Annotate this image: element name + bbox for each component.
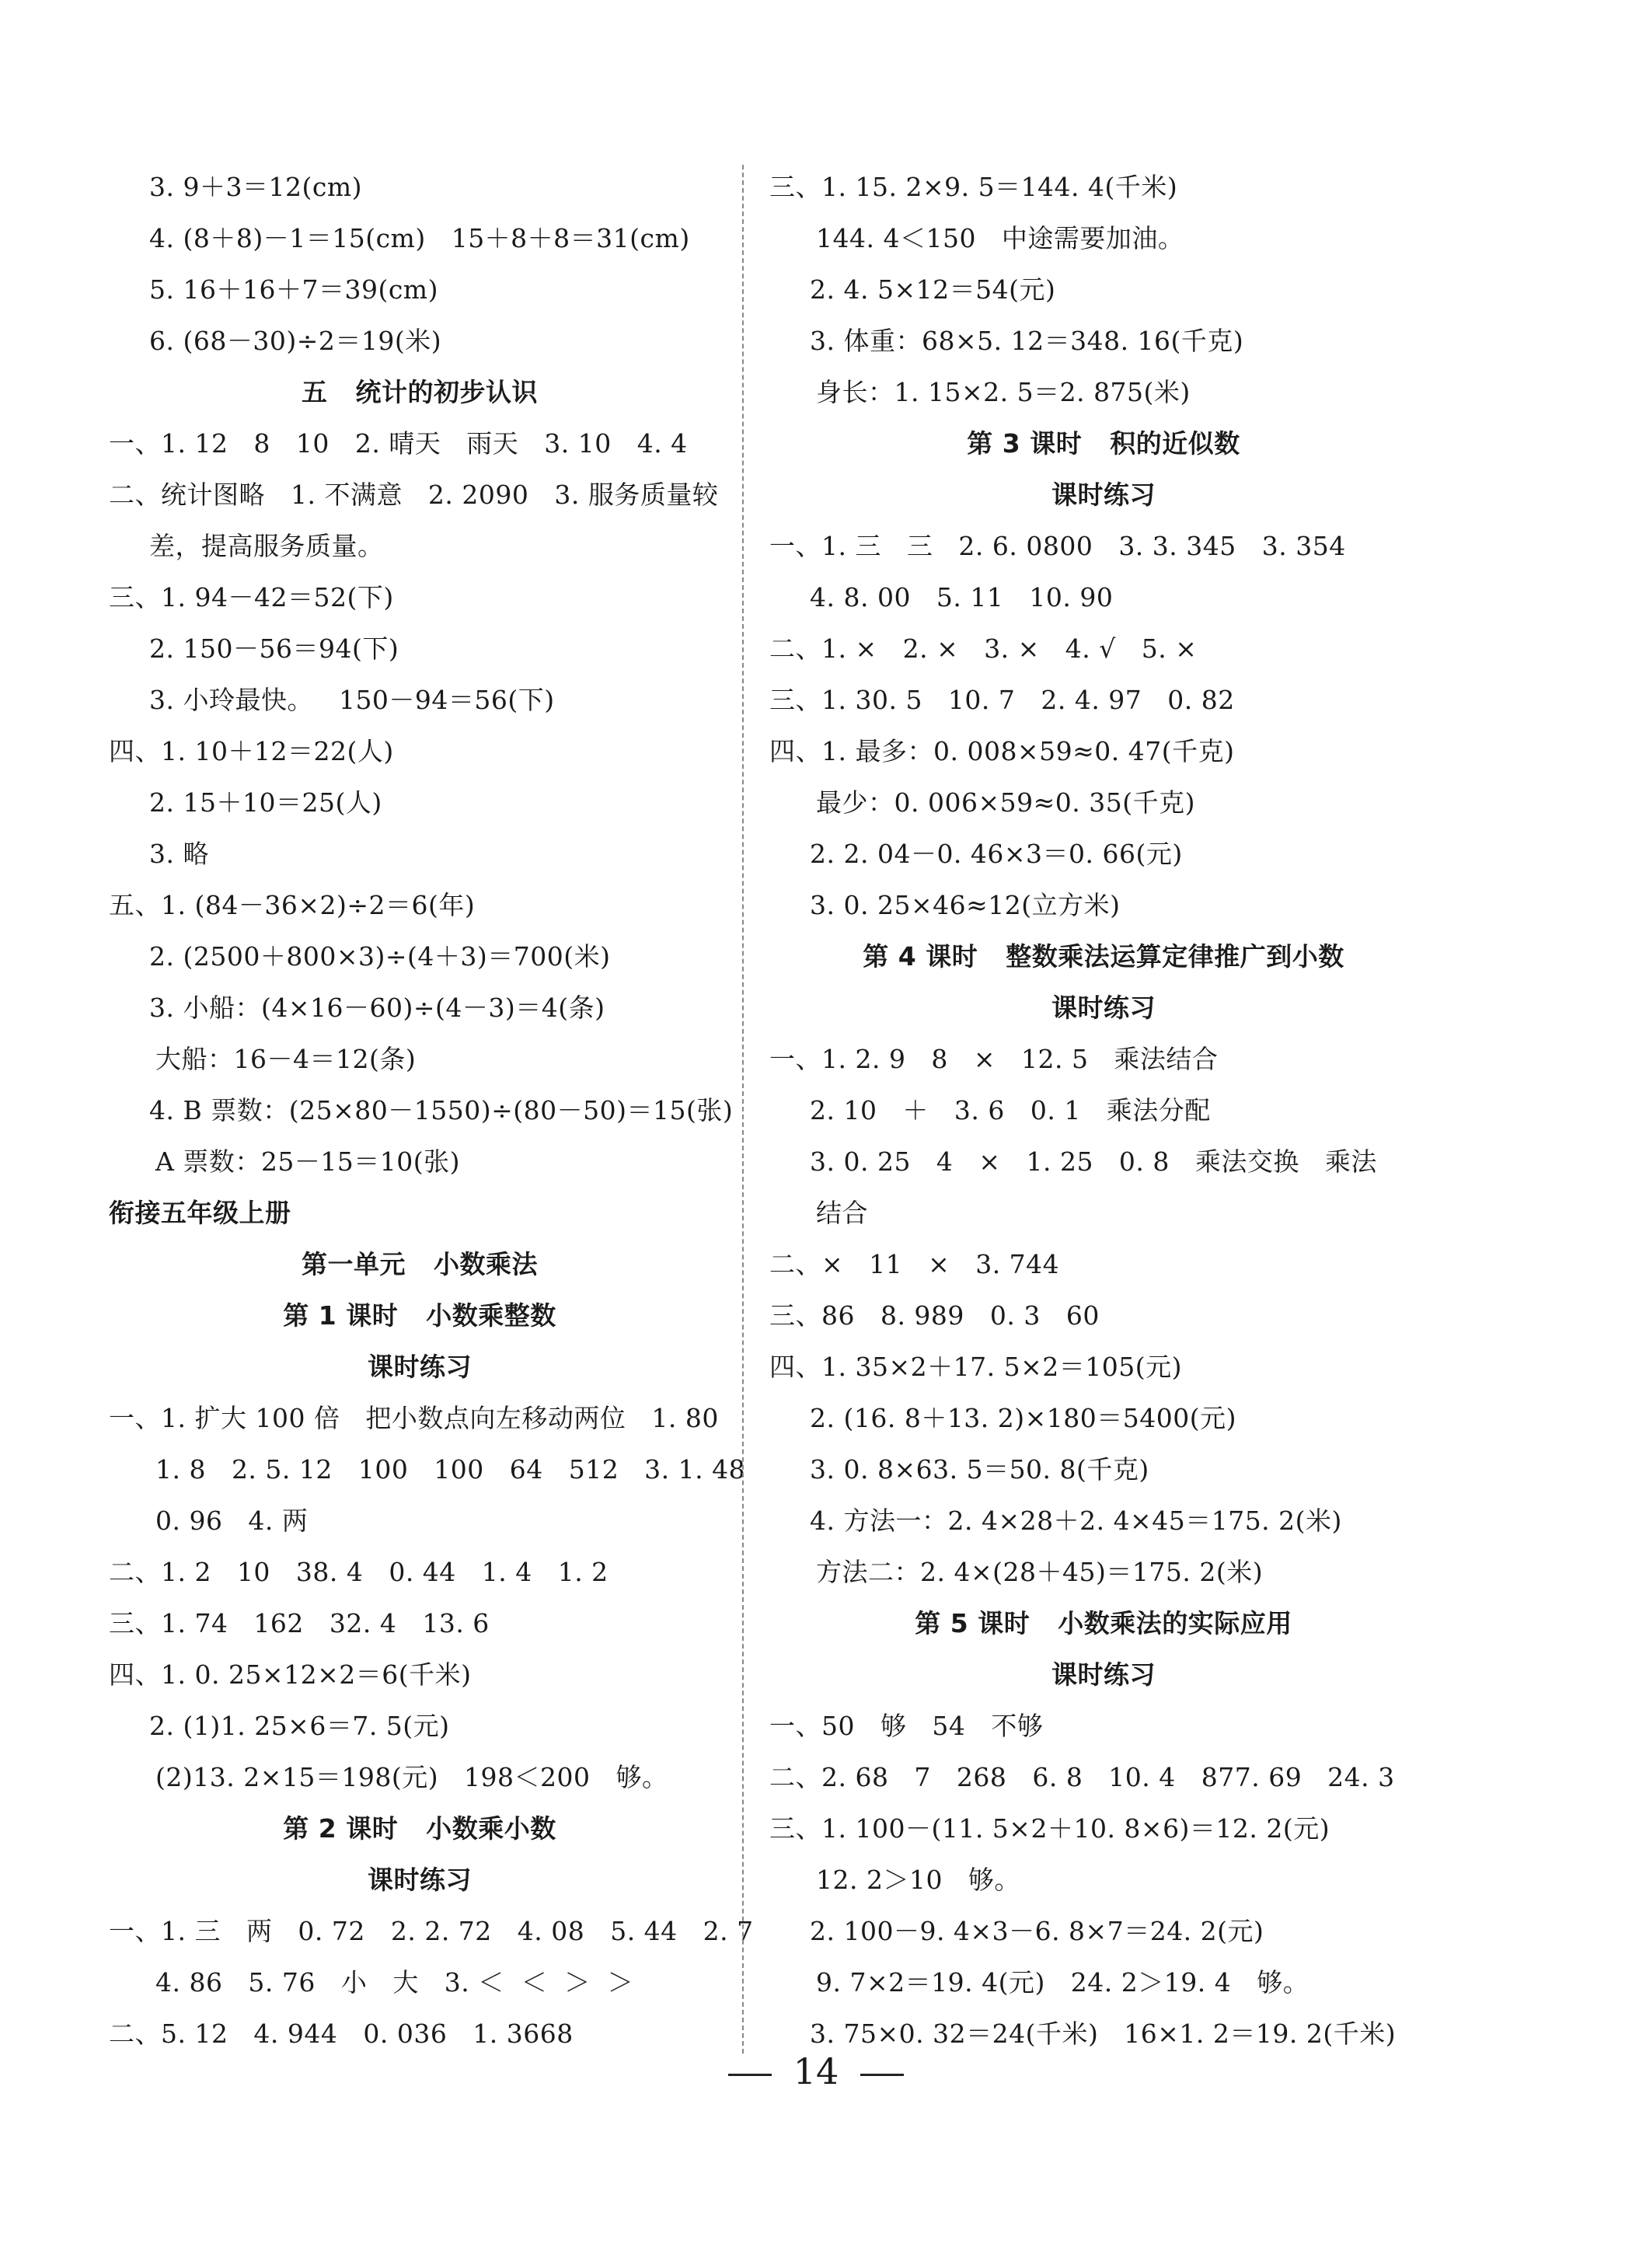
- column-divider: [742, 165, 744, 2053]
- left-heading: 课时练习: [368, 1865, 472, 1895]
- left-answer-line: 1. 8 2. 5. 12 100 100 64 512 3. 1. 48: [155, 1454, 746, 1485]
- left-answer-line: 3. 小船：(4×16－60)÷(4－3)＝4(条): [149, 993, 605, 1023]
- page-footer: [0, 2044, 1632, 2099]
- left-answer-line: 三、1. 74 162 32. 4 13. 6: [109, 1608, 490, 1638]
- left-answer-line: 二、统计图略 1. 不满意 2. 2090 3. 服务质量较: [109, 480, 719, 510]
- left-answer-line: 一、1. 三 两 0. 72 2. 2. 72 4. 08 5. 44 2. 7: [109, 1916, 754, 1946]
- right-answer-line: 4. 方法一：2. 4×28＋2. 4×45＝175. 2(米): [810, 1506, 1342, 1536]
- right-answer-line: 3. 0. 25×46≈12(立方米): [810, 890, 1121, 920]
- right-answer-line: 一、1. 三 三 2. 6. 0800 3. 3. 345 3. 354: [769, 531, 1346, 561]
- right-answer-line: 9. 7×2＝19. 4(元) 24. 2＞19. 4 够。: [816, 1967, 1309, 1998]
- left-answer-line: 四、1. 0. 25×12×2＝6(千米): [109, 1659, 472, 1690]
- left-answer-line: 差，提高服务质量。: [149, 531, 384, 561]
- left-answer-line: 四、1. 10＋12＝22(人): [109, 736, 394, 766]
- right-heading: 课时练习: [1051, 480, 1156, 510]
- right-answer-line: 三、86 8. 989 0. 3 60: [769, 1300, 1100, 1331]
- right-heading: 课时练习: [1051, 993, 1156, 1023]
- right-answer-line: 一、1. 2. 9 8 × 12. 5 乘法结合: [769, 1044, 1219, 1074]
- right-answer-line: 2. 4. 5×12＝54(元): [810, 274, 1056, 305]
- left-heading: 五 统计的初步认识: [302, 377, 538, 407]
- left-answer-line: 2. 150－56＝94(下): [149, 633, 399, 664]
- left-answer-line: 3. 小玲最快。 150－94＝56(下): [149, 685, 555, 715]
- left-answer-line: 4. 86 5. 76 小 大 3. ＜ ＜ ＞ ＞: [155, 1967, 634, 1998]
- right-answer-line: 三、1. 15. 2×9. 5＝144. 4(千米): [769, 172, 1178, 202]
- left-answer-line: 一、1. 12 8 10 2. 晴天 雨天 3. 10 4. 4: [109, 428, 688, 459]
- left-answer-line: 五、1. (84－36×2)÷2＝6(年): [109, 890, 476, 920]
- left-answer-line: 3. 略: [149, 839, 209, 869]
- right-answer-line: 结合: [816, 1198, 868, 1228]
- left-answer-line: A 票数：25－15＝10(张): [155, 1146, 461, 1177]
- right-answer-line: 二、1. × 2. × 3. × 4. √ 5. ×: [769, 633, 1198, 664]
- left-heading: 课时练习: [368, 1352, 472, 1382]
- left-answer-line: 二、1. 2 10 38. 4 0. 44 1. 4 1. 2: [109, 1557, 609, 1587]
- right-answer-line: 身长：1. 15×2. 5＝2. 875(米): [816, 377, 1191, 407]
- right-answer-line: 二、2. 68 7 268 6. 8 10. 4 877. 69 24. 3: [769, 1762, 1395, 1792]
- right-heading: 课时练习: [1051, 1659, 1156, 1690]
- footer-dash-left: [728, 2074, 772, 2076]
- right-answer-line: 2. 100－9. 4×3－6. 8×7＝24. 2(元): [810, 1916, 1264, 1946]
- page-number: 14: [793, 2050, 839, 2092]
- left-answer-line: 三、1. 94－42＝52(下): [109, 582, 394, 612]
- left-heading: 第 2 课时 小数乘小数: [283, 1813, 556, 1844]
- left-answer-line: 一、1. 扩大 100 倍 把小数点向左移动两位 1. 80: [109, 1403, 719, 1433]
- footer-dash-right: [860, 2074, 904, 2076]
- right-heading: 第 4 课时 整数乘法运算定律推广到小数: [863, 941, 1344, 972]
- right-answer-line: 二、× 11 × 3. 744: [769, 1249, 1060, 1279]
- right-answer-line: 12. 2＞10 够。: [816, 1865, 1020, 1895]
- left-answer-line: 2. 15＋10＝25(人): [149, 787, 382, 818]
- right-answer-line: 方法二：2. 4×(28＋45)＝175. 2(米): [816, 1557, 1264, 1587]
- left-answer-line: 大船：16－4＝12(条): [155, 1044, 417, 1074]
- right-heading: 第 5 课时 小数乘法的实际应用: [915, 1608, 1292, 1638]
- left-heading: 第 1 课时 小数乘整数: [283, 1300, 556, 1331]
- left-answer-line: 5. 16＋16＋7＝39(cm): [149, 274, 438, 305]
- left-answer-line: 3. 9＋3＝12(cm): [149, 172, 362, 202]
- right-answer-line: 3. 75×0. 32＝24(千米) 16×1. 2＝19. 2(千米): [810, 2019, 1397, 2049]
- right-answer-line: 2. 10 ＋ 3. 6 0. 1 乘法分配: [810, 1095, 1211, 1125]
- left-column: [109, 162, 754, 2060]
- right-heading: 第 3 课时 积的近似数: [967, 428, 1240, 459]
- right-answer-line: 144. 4＜150 中途需要加油。: [816, 223, 1184, 253]
- right-answer-line: 4. 8. 00 5. 11 10. 90: [810, 582, 1114, 612]
- left-answer-line: 6. (68－30)÷2＝19(米): [149, 326, 442, 356]
- left-answer-line: 2. (2500＋800×3)÷(4＋3)＝700(米): [149, 941, 611, 972]
- right-answer-line: 四、1. 35×2＋17. 5×2＝105(元): [769, 1352, 1182, 1382]
- right-answer-line: 三、1. 30. 5 10. 7 2. 4. 97 0. 82: [769, 685, 1235, 715]
- right-answer-line: 四、1. 最多：0. 008×59≈0. 47(千克): [769, 736, 1235, 766]
- right-column: [769, 162, 1438, 2060]
- right-answer-line: 3. 0. 25 4 × 1. 25 0. 8 乘法交换 乘法: [810, 1146, 1377, 1177]
- left-answer-line: (2)13. 2×15＝198(元) 198＜200 够。: [155, 1762, 668, 1792]
- right-answer-line: 3. 体重：68×5. 12＝348. 16(千克): [810, 326, 1244, 356]
- left-answer-line: 0. 96 4. 两: [155, 1506, 309, 1536]
- right-answer-line: 最少：0. 006×59≈0. 35(千克): [816, 787, 1195, 818]
- left-heading: 衔接五年级上册: [109, 1198, 291, 1228]
- left-answer-line: 2. (1)1. 25×6＝7. 5(元): [149, 1711, 450, 1741]
- right-answer-line: 2. (16. 8＋13. 2)×180＝5400(元): [810, 1403, 1237, 1433]
- left-heading: 第一单元 小数乘法: [302, 1249, 538, 1279]
- right-answer-line: 一、50 够 54 不够: [769, 1711, 1044, 1741]
- right-answer-line: 三、1. 100－(11. 5×2＋10. 8×6)＝12. 2(元): [769, 1813, 1330, 1844]
- left-answer-line: 二、5. 12 4. 944 0. 036 1. 3668: [109, 2019, 574, 2049]
- right-answer-line: 3. 0. 8×63. 5＝50. 8(千克): [810, 1454, 1149, 1485]
- left-answer-line: 4. B 票数：(25×80－1550)÷(80－50)＝15(张): [149, 1095, 734, 1125]
- left-answer-line: 4. (8＋8)－1＝15(cm) 15＋8＋8＝31(cm): [149, 223, 690, 253]
- right-answer-line: 2. 2. 04－0. 46×3＝0. 66(元): [810, 839, 1183, 869]
